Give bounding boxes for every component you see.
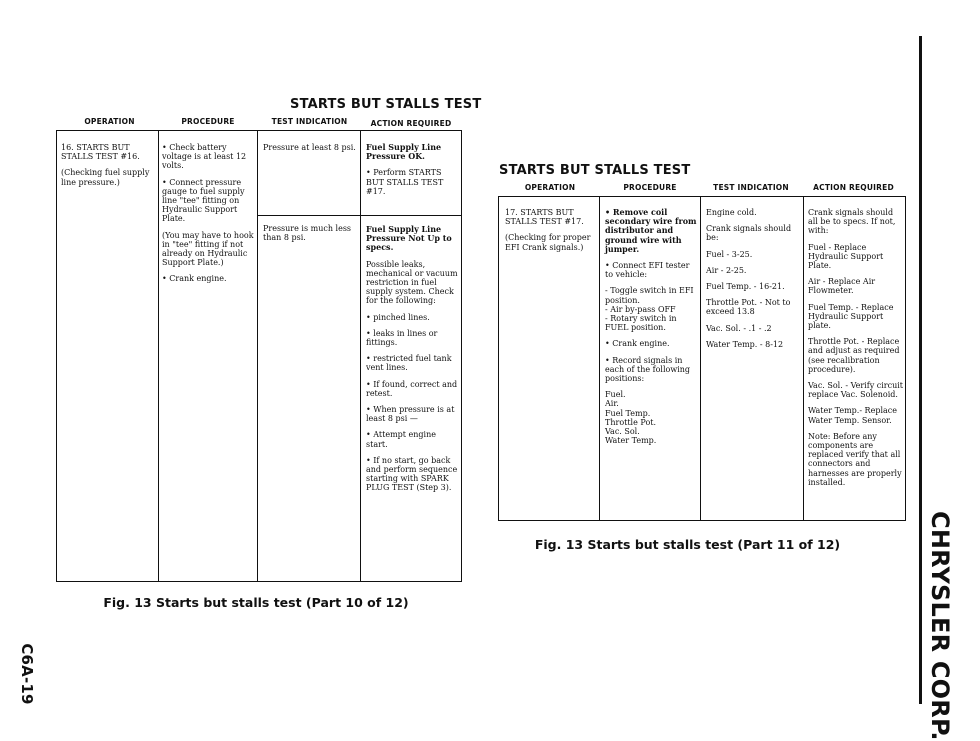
right-header-action-required: ACTION REQUIRED — [813, 183, 894, 192]
action-text: Fuel Temp. - Replace Hydraulic Support plate. — [808, 302, 894, 331]
procedure-step: • Remove coil secondary wire from distributor and ground wire with jumper. — [605, 207, 697, 254]
procedure-substep: - Air by-pass OFF — [605, 304, 676, 314]
indication-value: Throttle Pot. - Not to exceed 13.8 — [706, 298, 791, 317]
action-text: Vac. Sol. - Verify circuit replace Vac. Solenoid. — [808, 381, 904, 400]
action-step: • If found, correct and retest. — [366, 379, 458, 398]
indication-text: Pressure is much less than 8 psi. — [263, 224, 352, 243]
action-step: • If no start, go back and perform sequence starting with SPARK PLUG TEST (Step 3). — [366, 455, 458, 493]
signal-position: Fuel Temp. — [605, 408, 651, 418]
action-step: • When pressure is at least 8 psi — — [366, 405, 455, 424]
right-margin-rule — [919, 36, 922, 704]
indication-text: Engine cold. — [706, 208, 757, 217]
indication-value: Air - 2-25. — [706, 265, 747, 275]
action-step: • restricted fuel tank vent lines. — [366, 354, 452, 373]
procedure-step: • Connect EFI tester to vehicle: — [605, 261, 690, 280]
right-header-operation: OPERATION — [524, 183, 576, 192]
indication-value: Vac. Sol. - .1 - .2 — [706, 323, 772, 333]
left-header-test-indication: TEST INDICATION — [271, 117, 348, 126]
right-header-test-indication: TEST INDICATION — [713, 183, 789, 192]
signal-position: Throttle Pot. — [605, 417, 657, 427]
procedure-step: • Crank engine. — [162, 274, 227, 284]
indication-text: Pressure at least 8 psi. — [263, 143, 356, 152]
action-text: Crank signals should all be to specs. If not, with: — [808, 208, 896, 236]
right-table-title: STARTS BUT STALLS TEST — [499, 163, 691, 178]
brand-vertical-text: CHRYSLER CORP. — [926, 511, 954, 741]
indication-value: Water Temp. - 8-12 — [706, 339, 784, 349]
left-indication-cell-1 — [263, 143, 357, 159]
action-text: Fuel - Replace Hydraulic Support Plate. — [808, 242, 884, 271]
action-step: • leaks in lines or fittings. — [366, 328, 438, 348]
procedure-step: • Connect pressure gauge to fuel supply line "tee" fitting on Hydraulic Support Plate. — [162, 177, 245, 224]
signal-position: Air. — [605, 399, 619, 409]
procedure-note: (You may have to hook in "tee" fitting if not already on Hydraulic Support Plate.) — [162, 230, 254, 268]
right-header-procedure: PROCEDURE — [623, 183, 677, 192]
action-text: Air - Replace Air Flowmeter. — [808, 277, 876, 296]
operation-note: (Checking fuel supply line pressure.) — [61, 168, 150, 187]
left-operation-cell — [61, 143, 153, 194]
right-indication-cell — [706, 208, 802, 356]
left-table-title: STARTS BUT STALLS TEST — [290, 97, 482, 112]
action-text: Water Temp.- Replace Water Temp. Sensor. — [808, 406, 897, 425]
right-action-cell — [808, 208, 904, 494]
right-procedure-cell — [605, 208, 699, 445]
left-header-procedure: PROCEDURE — [181, 117, 235, 126]
action-step: • Perform STARTS BUT STALLS TEST #17. — [366, 168, 444, 196]
indication-text: Crank signals should be: — [706, 224, 792, 243]
left-header-operation: OPERATION — [84, 117, 135, 126]
left-procedure-cell — [162, 143, 254, 291]
left-figure-caption: Fig. 13 Starts but stalls test (Part 10 of 12) — [103, 595, 409, 610]
right-operation-cell — [505, 208, 595, 259]
procedure-step: • Check battery voltage is at least 12 volts. — [162, 143, 247, 171]
action-heading: Fuel Supply Line Pressure OK. — [366, 142, 442, 162]
signal-position: Fuel. — [605, 390, 626, 400]
action-step: • pinched lines. — [366, 312, 430, 322]
right-figure-caption: Fig. 13 Starts but stalls test (Part 11 of 12) — [534, 537, 841, 552]
procedure-substep: - Toggle switch in EFI position. — [605, 286, 694, 305]
signal-position: Water Temp. — [605, 436, 657, 446]
indication-value: Fuel Temp. - 16-21. — [706, 282, 785, 292]
operation-note: (Checking for proper EFI Crank signals.) — [505, 233, 591, 252]
left-header-action-required: ACTION REQUIRED — [370, 119, 452, 128]
procedure-step: • Record signals in each of the following positions: — [605, 355, 691, 384]
operation-title: 17. STARTS BUT STALLS TEST #17. — [505, 208, 584, 227]
action-step: • Attempt engine start. — [366, 430, 436, 449]
left-action-cell-1 — [366, 143, 458, 203]
page-number: C6A-19 — [18, 643, 36, 705]
indication-value: Fuel - 3-25. — [706, 249, 753, 259]
procedure-step: • Crank engine. — [605, 339, 670, 349]
operation-title: 16. STARTS BUT STALLS TEST #16. — [61, 143, 140, 162]
signal-position: Vac. Sol. — [605, 427, 640, 437]
left-action-cell-2 — [366, 225, 458, 500]
action-text: Throttle Pot. - Replace and adjust as required (see recalibration procedure). — [808, 337, 900, 374]
left-indication-cell-2 — [263, 224, 353, 249]
action-note: Note: Before any components are replaced verify that all connectors and harnesses are properly installed. — [808, 431, 902, 487]
action-heading: Fuel Supply Line Pressure Not Up to specs. — [366, 224, 452, 253]
procedure-substep: - Rotary switch in FUEL position. — [605, 314, 677, 333]
action-text: Possible leaks, mechanical or vacuum restriction in fuel supply system. Check for the following: — [366, 259, 458, 306]
